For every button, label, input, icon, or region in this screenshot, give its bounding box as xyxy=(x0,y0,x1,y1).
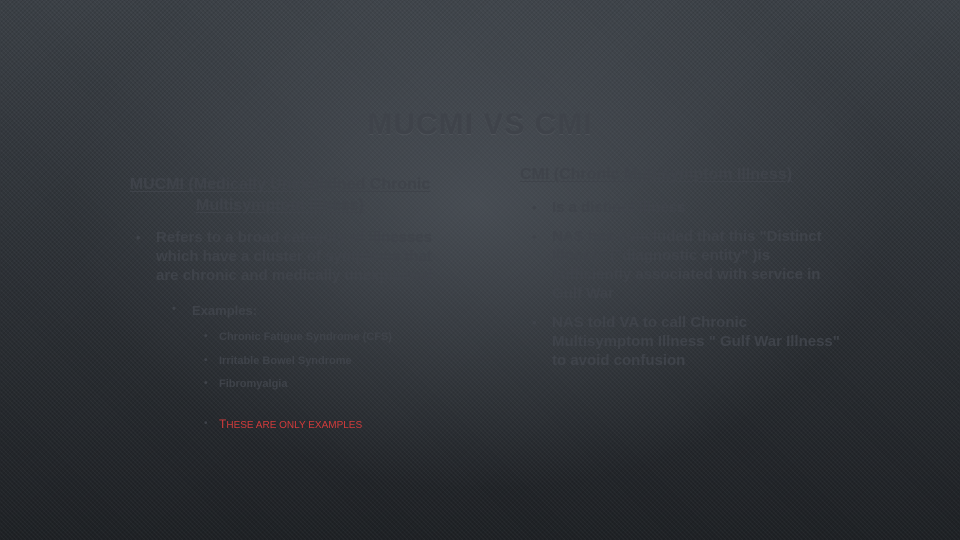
cmi-heading: CMI (Chronic Multisymptom Illness) xyxy=(520,166,793,183)
mucmi-heading-line2: Multisymptom Illness) xyxy=(195,197,365,214)
mucmi-heading-line1: MUCMI (Medically Unexplained Chronic xyxy=(129,176,431,193)
example-item-cfs: • Chronic Fatigue Syndrome (CFS) xyxy=(219,330,470,344)
mucmi-heading xyxy=(110,174,450,216)
examples-note-initial: T xyxy=(219,417,227,431)
cmi-bullet-nas-told-va: • NAS told VA to call Chronic Multisymptom Illness " Gulf War Illness" to avoid confusion xyxy=(552,313,852,370)
examples-label: • Examples: xyxy=(192,303,470,318)
mucmi-column xyxy=(110,174,470,433)
example-item-fibromyalgia: • Fibromyalgia xyxy=(219,377,470,391)
examples-note-rest: HESE ARE ONLY EXAMPLES xyxy=(226,420,363,431)
examples-note xyxy=(219,417,470,433)
page-title: MUCMI VS CMI xyxy=(367,108,593,141)
example-item-ibs: • Irritable Bowel Syndrome xyxy=(219,354,470,368)
cmi-column xyxy=(520,164,860,370)
cmi-bullet-nas-concluded: • NAS has concluded that this "Distinct Illness" ("diagnostic entity" )is sufficiently associated with service in Gulf War xyxy=(552,227,852,303)
mucmi-definition-bullet: • Refers to a broad category of illnesses which have a cluster of symptoms that are chronic and medically unexplained xyxy=(156,228,446,285)
cmi-bullet-distinct: • Is a distinct illness xyxy=(552,198,852,217)
